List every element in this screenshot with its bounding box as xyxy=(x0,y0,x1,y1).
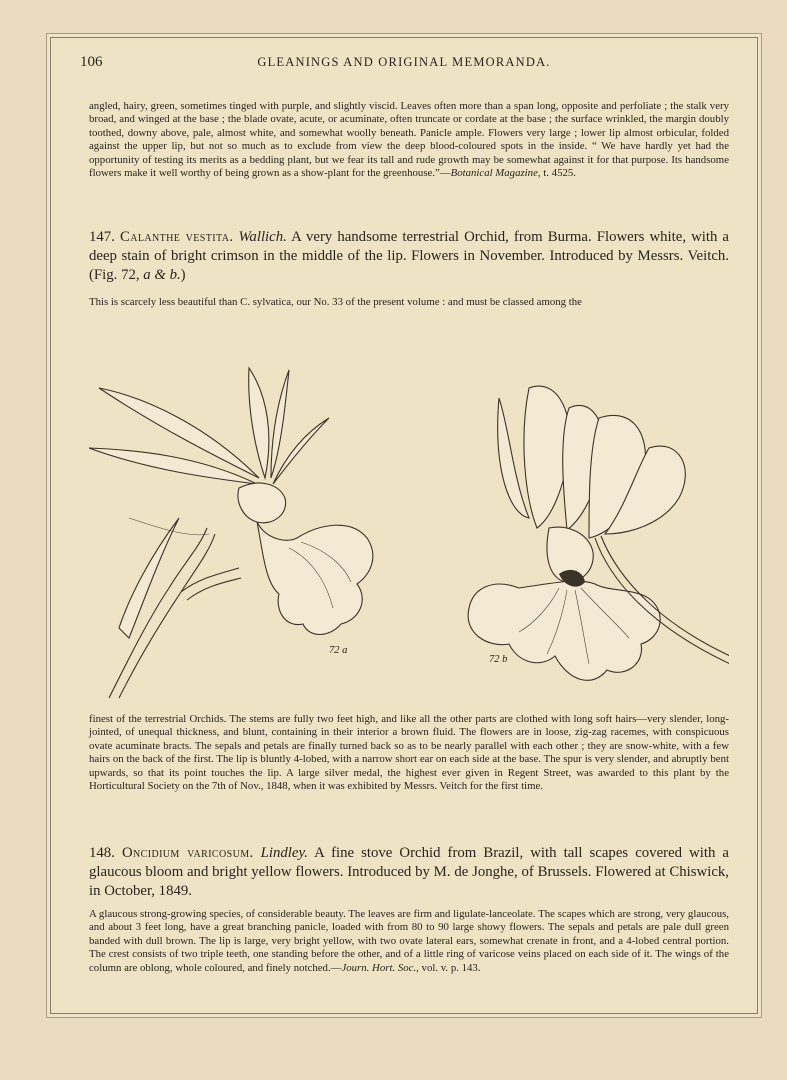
entry-148-citation-ref: vol. v. p. 143. xyxy=(418,961,481,974)
orchid-illustrations xyxy=(89,338,729,708)
entry-147-description: A very handsome terrestrial Orchid, from Burma. Flowers white, with a deep stain of bright crimson in the middle of the lip. Flowers in November. Introduced by Messrs. Veitch. (Fig. 72, xyxy=(89,229,729,283)
entry-148-body-text: A glaucous strong-growing species, of considerable beauty. The leaves are firm and ligulate-lanceolate. The scapes which are strong, very glaucous, and about 3 feet long, have a great branching panicle, loaded with from 80 to 90 large showy flowers. The sepals and petals are pale dull green banded with dull brown. The lip is large, very bright yellow, with two ovate lateral ears, somewhat crenate in front, and a 4-lobed central portion. The crest consists of two triple teeth, one standing before the other, and of a little ring of varicose veins placed on each side of it. The wings of the column are oblong, whole coloured, and finely notched.— xyxy=(89,908,729,974)
entry-148-name: Oncidium varicosum. xyxy=(121,845,254,861)
entry-147-fig-ref: a & b. xyxy=(143,267,181,283)
entry-148-citation: Journ. Hort. Soc., xyxy=(341,961,419,974)
entry-148-heading xyxy=(89,844,729,901)
page-header xyxy=(71,54,737,74)
intro-text: angled, hairy, green, sometimes tinged with purple, and slightly viscid. Leaves often more than a span long, opposite and perfoliate ; the stalk very broad, and winged at the base ; the blade ovate, acute, or acuminate, often truncate or cordate at the base ; the surface wrinkled, the margin doubly toothed, downy above, pale, almost white, and somewhat woolly beneath. Panicle ample. Flowers very large ; lower lip almost orbicular, folded against the upper lip, but not so much as to exclude from view the deep blood-coloured spots in the inside. “ We have hardly yet had the opportunity of testing its merits as a bedding plant, but we fear its tall and rude growth may be somewhat against it for that purpose. Its handsome flowers make it well worthy of being grown as a show-plant for the greenhouse.”— xyxy=(89,100,729,180)
entry-147-heading xyxy=(89,228,729,285)
intro-citation: Botanical Magazine, xyxy=(450,167,541,180)
figure-plate xyxy=(89,338,729,708)
entry-147-close: ) xyxy=(180,267,186,283)
figure-72a-label: 72 a xyxy=(329,645,348,656)
entry-148-description: A fine stove Orchid from Brazil, with tall scapes covered with a glaucous bloom and bright yellow flowers. Introduced by M. de Jonghe, of Brussels. Flowered at Chiswick, in October, 1849. xyxy=(89,845,729,899)
entry-147-lead-line: This is scarcely less beautiful than C. sylvatica, our No. 33 of the present volume : and must be classed among the xyxy=(89,296,582,308)
entry-148-body xyxy=(89,908,729,975)
intro-paragraph xyxy=(89,100,729,180)
figure-72b-drawing xyxy=(468,386,729,680)
entry-147-name: Calanthe vestita. xyxy=(119,229,234,245)
entry-147-authority: Wallich. xyxy=(238,229,287,245)
page-number: 106 xyxy=(80,54,103,70)
figure-72b-label: 72 b xyxy=(489,654,508,665)
entry-148-number: 148. xyxy=(89,845,122,861)
book-page xyxy=(50,37,758,1014)
entry-147-number: 147. xyxy=(89,229,120,245)
intro-citation-ref: t. 4525. xyxy=(540,167,576,180)
entry-148-authority: Lindley. xyxy=(260,845,308,861)
entry-147-continuation: finest of the terrestrial Orchids. The stems are fully two feet high, and like all the other parts are clothed with long soft hairs—very slender, long-jointed, of unequal thickness, and blunt, containing in their interior a brown fluid. The flowers are in loose, zig-zag racemes, with conspicuous ovate acuminate bracts. The sepals and petals are finally turned back so as to be nearly parallel with each other ; they are snow-white, with a few hairs on the back of the first. The lip is bluntly 4-lobed, with a narrow short ear on each side at the base. The spur is very slender, and abruptly bent upwards, so that its point touches the lip. A large silver medal, the highest ever given in Regent Street, was awarded to this plant by the Horticultural Society on the 7th of Nov., 1848, when it was exhibited by Messrs. Veitch for the first time. xyxy=(89,713,729,793)
running-head: GLEANINGS AND ORIGINAL MEMORANDA. xyxy=(257,55,551,69)
